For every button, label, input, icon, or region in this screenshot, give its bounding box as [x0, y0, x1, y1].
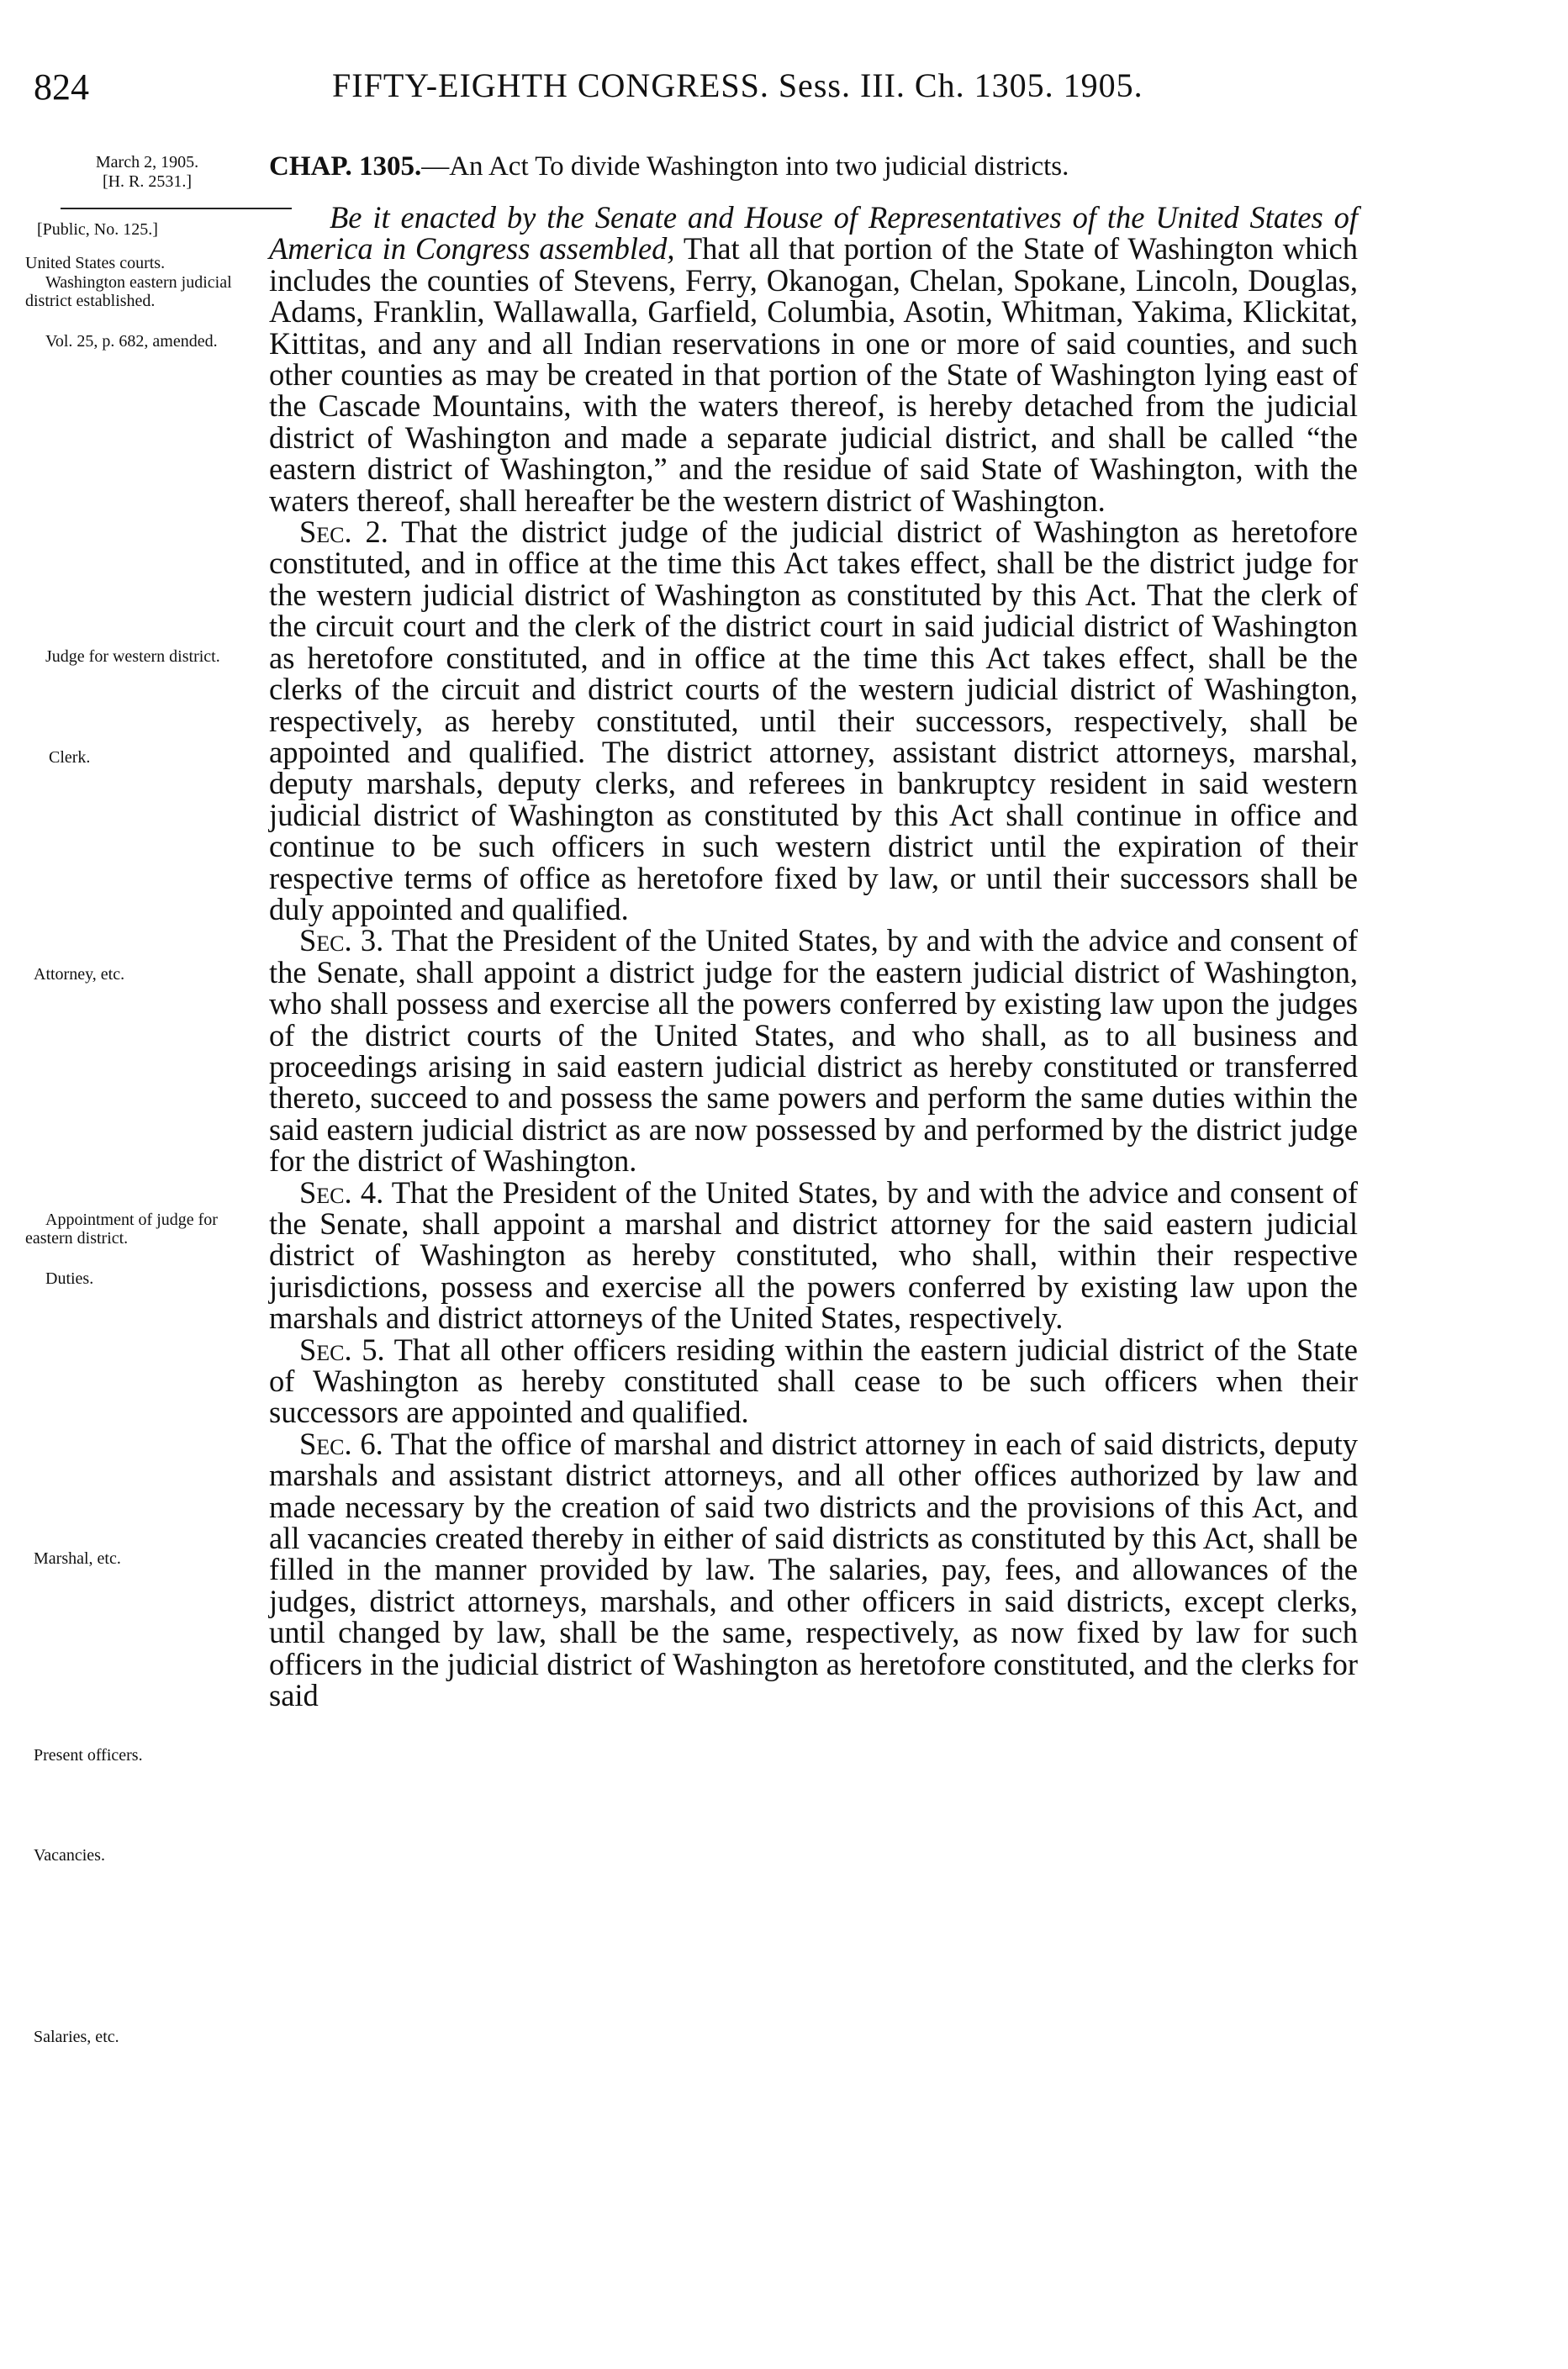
section-2-label: Sec. 2.	[299, 514, 388, 550]
section-5-text: That all other officers residing within the eastern judicial district of the State of Washington as hereby constituted shall cease to be such officers when their successors are appointed and qualified.	[269, 1332, 1358, 1430]
section-3	[269, 923, 1358, 1179]
section-4-label: Sec. 4.	[299, 1174, 384, 1210]
margin-rule	[61, 208, 292, 209]
page-number: 824	[34, 66, 89, 108]
section-6-label: Sec. 6.	[299, 1426, 383, 1461]
section-2	[269, 516, 1358, 925]
section-2-text: That the district judge of the judicial district of Washington as heretofore constituted, and in office at the time this Act takes effect, shall be the district judge for the western judicial district of Washington as constituted by this Act. That the clerk of the circuit court and the clerk of the district court in said judicial district of Washington as heretofore constituted, and in office at the time this Act takes effect, shall be the clerks of the circuit and district courts of the western judicial district of Washington, respectively, as hereby constituted, until their successors, respectively, shall be appointed and qualified. The district attorney, assistant district attorneys, marshal, deputy marshals, deputy clerks, and referees in bankruptcy resident in said western judicial district of Washington as constituted by this Act shall continue in office and continue to be such officers in such western district until the expiration of their respective terms of office as heretofore fixed by law, or until their successors shall be duly appointed and qualified.	[269, 514, 1358, 926]
margin-salaries: Salaries, etc.	[34, 2028, 119, 2046]
margin-clerk: Clerk.	[49, 748, 91, 767]
section-3-text: That the President of the United States, by and with the advice and consent of the Senate, shall appoint a district judge for the eastern judicial district of Washington, who shall possess and exercise all the powers conferred by existing law upon the judges of the district courts of the United States, and who shall, as to all business and proceedings arising in said eastern judicial district as hereby constituted or transferred thereto, succeed to and possess the same powers and perform the same duties within the said eastern judicial district as are now possessed by and performed by the district judge for the district of Washington.	[269, 923, 1358, 1179]
margin-marshal: Marshal, etc.	[34, 1549, 121, 1568]
margin-duties: Duties.	[45, 1269, 94, 1288]
section-3-label: Sec. 3.	[299, 923, 384, 958]
act-text	[269, 150, 1358, 1712]
section-5-label: Sec. 5.	[299, 1332, 385, 1367]
margin-bill: [H. R. 2531.]	[102, 172, 193, 191]
chapter-heading	[269, 150, 1358, 183]
margin-appointment: Appointment of judge for eastern district.	[25, 1211, 218, 1248]
margin-date: March 2, 1905.	[95, 153, 199, 171]
section-6	[269, 1428, 1358, 1712]
margin-vol: Vol. 25, p. 682, amended.	[45, 332, 218, 351]
section-1	[269, 202, 1358, 516]
margin-public-no: [Public, No. 125.]	[37, 220, 158, 239]
chapter-number: CHAP. 1305.	[269, 151, 422, 182]
chapter-title: —An Act To divide Washington into two judicial districts.	[421, 151, 1069, 182]
margin-notes	[25, 0, 269, 2369]
margin-courts: United States courts.	[25, 254, 166, 272]
section-4-text: That the President of the United States, by and with the advice and consent of the Senate, shall appoint a marshal and district attorney for the said eastern judicial district of Washington as hereby constituted, who shall, within their respective jurisdictions, possess and exercise all the powers conferred by existing law upon the marshals and district attorneys of the United States, respectively.	[269, 1174, 1358, 1336]
margin-judge-western: Judge for western district.	[45, 647, 220, 666]
section-1-text: That all that portion of the State of Washington which includes the counties of Stevens, Ferry, Okanogan, Chelan, Spokane, Lincoln, Douglas, Adams, Franklin, Wallawalla, Garfield, Columbia, Asotin, Whitman, Yakima, Klickitat, Kittitas, and any and all Indian reservations in one or more of said counties, and such other counties as may be created in that portion of the State of Washington lying east of the Cascade Mountains, with the waters thereof, is hereby detached from the judicial district of Washington and made a separate judicial district, and shall be called “the eastern district of Washington,” and the residue of said State of Washington, with the waters thereof, shall hereafter be the western district of Washington.	[269, 231, 1359, 518]
margin-vacancies: Vacancies.	[34, 1846, 105, 1865]
section-4	[269, 1174, 1358, 1336]
section-6-text: That the office of marshal and district attorney in each of said districts, deputy marshals and assistant district attorneys, and all other offices authorized by law and made necessary by the creation of said two districts and the provisions of this Act, and all vacancies created thereby in either of said districts as constituted by this Act, shall be filled in the manner provided by law. The salaries, pay, fees, and allowances of the judges, district attorneys, marshals, and other officers in said districts, except clerks, until changed by law, shall be the same, respectively, as now fixed by law for such officers in the judicial district of Washington as heretofore constituted, and the clerks for said	[269, 1426, 1359, 1713]
margin-eastern: Washington eastern judicial district established.	[25, 273, 232, 310]
margin-present: Present officers.	[34, 1746, 143, 1765]
section-5	[269, 1334, 1358, 1428]
enacting-clause: Be it enacted by the Senate and House of Representatives of the United States of America in Congress assembled,	[269, 200, 1358, 266]
margin-attorney: Attorney, etc.	[34, 965, 125, 984]
running-head: FIFTY-EIGHTH CONGRESS. Sess. III. Ch. 1305. 1905.	[332, 66, 1143, 104]
